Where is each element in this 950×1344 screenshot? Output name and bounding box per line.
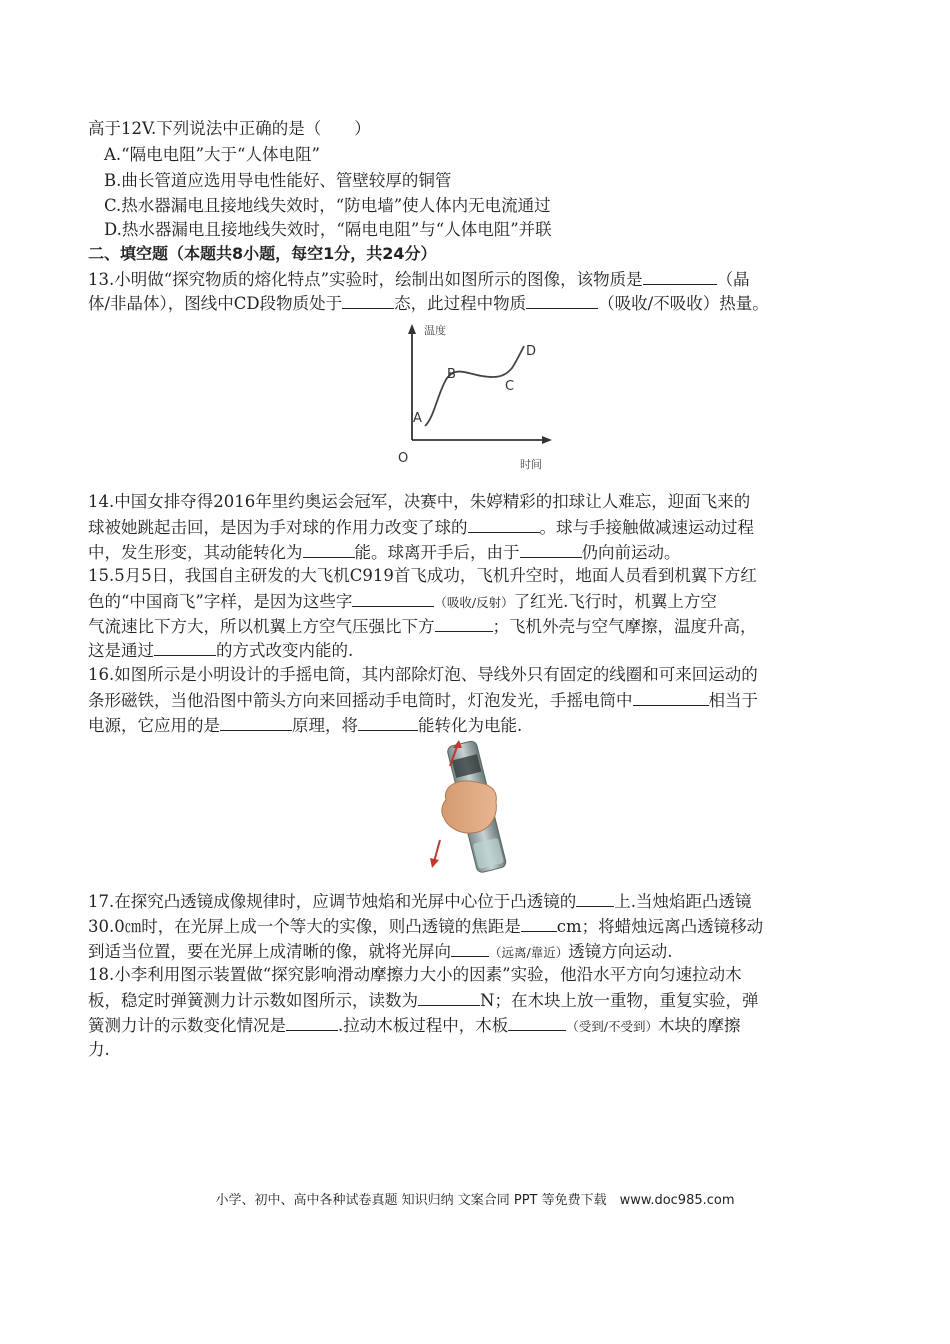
- q13-text: （晶: [716, 270, 750, 289]
- q14-blank-1[interactable]: [468, 515, 540, 533]
- q14-line2: [88, 515, 754, 540]
- q14-text: 能。球离开手后，由于: [354, 543, 520, 562]
- q13-text: 体/非晶体），图线中CD段物质处于: [88, 294, 343, 313]
- q15-line2: [88, 589, 717, 615]
- q13-blank-1[interactable]: [643, 267, 717, 285]
- q16-line2: [88, 688, 758, 713]
- q15-option-hint: （吸收/反射）: [434, 595, 514, 610]
- q13-line1: [88, 267, 750, 292]
- q16-text: 原理，将: [292, 716, 358, 735]
- q18-text: 簧测力计的示数变化情况是: [88, 1016, 286, 1035]
- q17-text: 到适当位置，要在光屏上成清晰的像，就将光屏向: [88, 942, 451, 961]
- q18-blank-3[interactable]: [508, 1013, 566, 1031]
- x-axis-arrow-icon: [542, 436, 552, 444]
- q13-blank-2[interactable]: [342, 291, 394, 309]
- q14-blank-2[interactable]: [303, 540, 355, 558]
- q12-option-d: D.热水器漏电且接地线失效时，“隔电电阻”与“人体电阻”并联: [104, 220, 552, 239]
- q18-line4: 力.: [88, 1040, 110, 1059]
- q12-stem-end: 高于12V.下列说法中正确的是（ ）: [88, 119, 371, 138]
- q17-blank-3[interactable]: [451, 939, 489, 957]
- q12-option-a: A.“隔电电阻”大于“人体电阻”: [104, 145, 320, 164]
- q18-text: N；在木块上放一重物，重复实验，弹: [480, 991, 759, 1010]
- q18-blank-1[interactable]: [418, 988, 480, 1006]
- q17-line2: [88, 914, 763, 939]
- q18-line2: [88, 988, 758, 1013]
- q17-line1: [88, 889, 752, 914]
- q14-line3: [88, 540, 681, 565]
- q18-line3: [88, 1013, 740, 1039]
- q14-blank-3[interactable]: [520, 540, 582, 558]
- q15-text: 了红光.飞行时，机翼上方空: [513, 592, 717, 611]
- page-footer: 小学、初中、高中各种试卷真题 知识归纳 文案合同 PPT 等免费下载 www.doc985.com: [215, 1193, 735, 1208]
- graph-xlabel: 时间: [520, 458, 542, 471]
- y-axis-arrow-icon: [408, 324, 416, 334]
- q16-line3: [88, 713, 522, 738]
- q14-text: 仍向前运动。: [581, 543, 681, 562]
- hand: [442, 781, 497, 833]
- q16-text: 条形磁铁，当他沿图中箭头方向来回摇动手电筒时，灯泡发光，手摇电筒中: [88, 691, 633, 710]
- q18-text: 板，稳定时弹簧测力计示数如图所示，读数为: [88, 991, 418, 1010]
- q13-blank-3[interactable]: [526, 291, 598, 309]
- q15-blank-2[interactable]: [435, 614, 493, 632]
- q17-blank-1[interactable]: [576, 889, 614, 907]
- q18-line1: 18.小李利用图示装置做“探究影响滑动摩擦力大小的因素”实验，他沿水平方向匀速拉动木: [88, 965, 742, 984]
- q14-line1: 14.中国女排夺得2016年里约奥运会冠军，决赛中，朱婷精彩的扣球让人难忘，迎面飞来的: [88, 492, 751, 511]
- q16-text: 相当于: [708, 691, 758, 710]
- graph-ylabel: 温度: [424, 324, 446, 337]
- q12-option-b: B.曲长管道应选用导电性能好、管壁较厚的铜管: [104, 171, 452, 190]
- q12-option-c: C.热水器漏电且接地线失效时，“防电墙”使人体内无电流通过: [104, 196, 551, 215]
- q15-line4: [88, 638, 353, 663]
- q13-text: 13.小明做“探究物质的熔化特点”实验时，绘制出如图所示的图像，该物质是: [88, 270, 643, 289]
- q16-blank-3[interactable]: [358, 713, 418, 731]
- q18-text: .拉动木板过程中，木板: [338, 1016, 509, 1035]
- q17-option-hint: （远离/靠近）: [489, 945, 569, 960]
- q16-text: 能转化为电能.: [418, 716, 523, 735]
- q15-line1: 15.5月5日，我国自主研发的大飞机C919首飞成功，飞机升空时，地面人员看到机翼下方红: [88, 566, 757, 585]
- q15-text: 这是通过: [88, 641, 154, 660]
- melting-graph: [392, 322, 562, 474]
- point-d: D: [526, 344, 537, 359]
- q17-text: cm；将蜡烛远离凸透镜移动: [556, 917, 764, 936]
- hand-flashlight-illustration: [418, 738, 528, 878]
- arrow-down-icon: [434, 840, 440, 862]
- q17-blank-2[interactable]: [521, 914, 557, 932]
- q18-text: 木块的摩擦: [657, 1016, 741, 1035]
- q17-text: 17.在探究凸透镜成像规律时，应调节烛焰和光屏中心位于凸透镜的: [88, 892, 577, 911]
- q16-blank-1[interactable]: [633, 688, 709, 706]
- q18-blank-2[interactable]: [286, 1013, 338, 1031]
- q16-blank-2[interactable]: [220, 713, 292, 731]
- q15-line3: [88, 614, 757, 639]
- q15-text: 色的“中国商飞”字样，是因为这些字: [88, 592, 353, 611]
- q13-line2: [88, 291, 769, 316]
- point-c: C: [505, 379, 515, 394]
- q17-line3: [88, 939, 672, 965]
- arrow-down-head-icon: [430, 858, 439, 868]
- q14-text: 。球与手接触做减速运动过程: [539, 518, 754, 537]
- q15-blank-1[interactable]: [352, 589, 434, 607]
- q16-text: 电源，它应用的是: [88, 716, 220, 735]
- q15-blank-3[interactable]: [154, 638, 216, 656]
- q14-text: 中，发生形变，其动能转化为: [88, 543, 303, 562]
- q17-text: 透镜方向运动.: [568, 942, 673, 961]
- point-a: A: [413, 411, 422, 426]
- point-b: B: [447, 367, 456, 382]
- q13-text: 态，此过程中物质: [394, 294, 527, 313]
- q17-text: 上.当烛焰距凸透镜: [614, 892, 752, 911]
- q15-text: 气流速比下方大，所以机翼上方空气压强比下方: [88, 617, 435, 636]
- q15-text: 的方式改变内能的.: [216, 641, 354, 660]
- q16-line1: 16.如图所示是小明设计的手摇电筒，其内部除灯泡、导线外只有固定的线圈和可来回运动的: [88, 665, 758, 684]
- section-title: 二、填空题（本题共8小题，每空1分，共24分）: [88, 244, 437, 263]
- graph-origin: O: [398, 451, 409, 466]
- q14-text: 球被她跳起击回，是因为手对球的作用力改变了球的: [88, 518, 468, 537]
- q13-text: （吸收/不吸收）热量。: [598, 294, 769, 313]
- q18-option-hint: （受到/不受到）: [566, 1019, 658, 1034]
- q17-text: 30.0㎝时，在光屏上成一个等大的实像，则凸透镜的焦距是: [88, 917, 521, 936]
- q15-text: ；飞机外壳与空气摩擦，温度升高，: [492, 617, 757, 636]
